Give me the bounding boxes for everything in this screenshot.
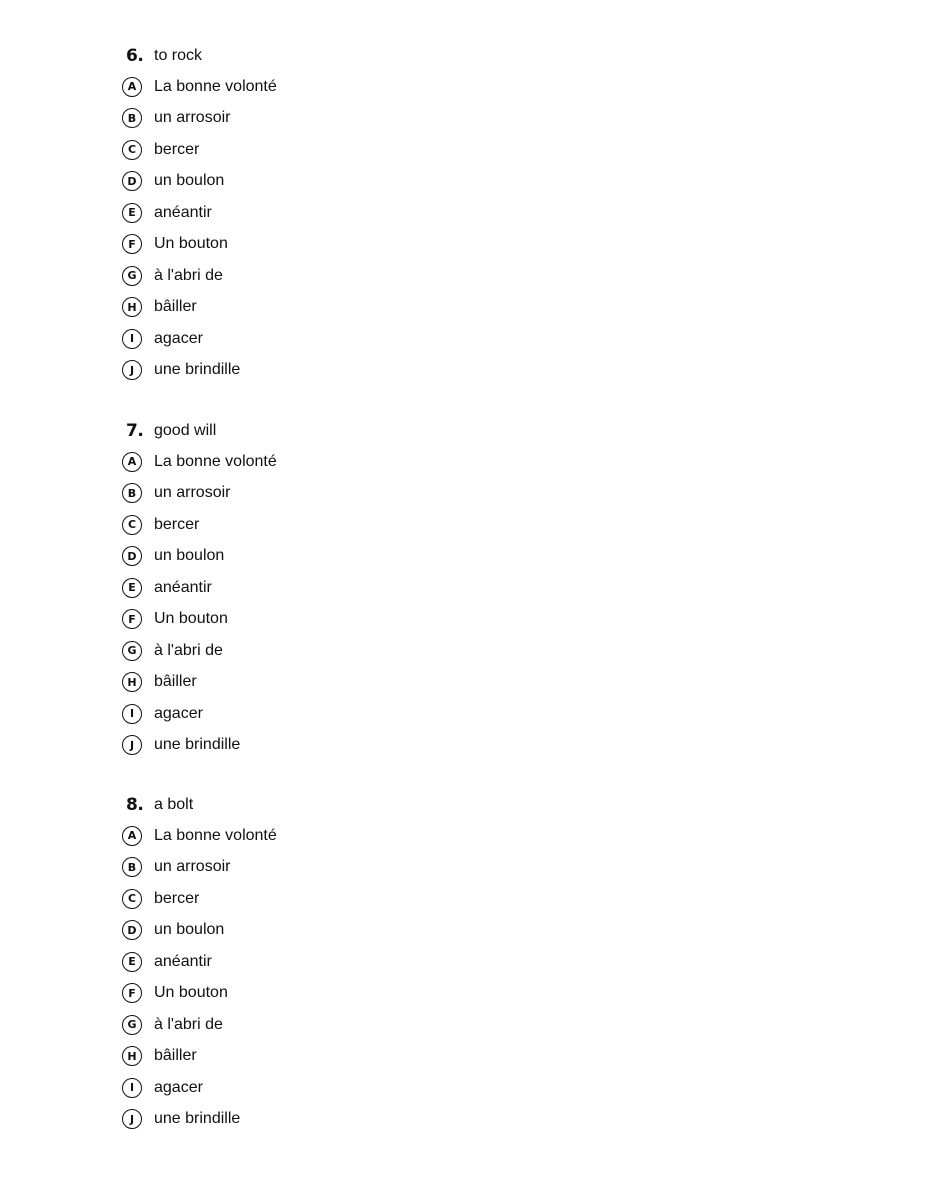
answer-bubble[interactable]: I [122,1078,142,1098]
option-text: anéantir [154,203,212,221]
option-text: un boulon [154,172,225,190]
option-text: un boulon [154,547,225,565]
answer-options [121,820,541,1135]
option-g[interactable] [121,635,541,667]
option-text: bâiller [154,298,197,316]
option-i[interactable] [121,1072,541,1104]
option-g[interactable] [121,1009,541,1041]
answer-bubble[interactable]: H [122,1046,142,1066]
answer-bubble[interactable]: G [122,641,142,661]
question-prompt: a bolt [154,796,194,813]
answer-bubble[interactable]: I [122,704,142,724]
option-text: agacer [154,329,203,347]
option-text: un arrosoir [154,109,231,127]
option-text: bercer [154,515,200,533]
answer-bubble[interactable]: J [122,1109,142,1129]
answer-bubble[interactable]: A [122,77,142,97]
option-text: bâiller [154,673,197,691]
option-h[interactable] [121,1041,541,1073]
option-text: à l'abri de [154,641,223,659]
option-text: une brindille [154,361,241,379]
answer-bubble[interactable]: F [122,609,142,629]
answer-bubble[interactable]: A [122,452,142,472]
option-text: un boulon [154,921,225,939]
option-text: un arrosoir [154,484,231,502]
option-b[interactable] [121,852,541,884]
option-f[interactable] [121,604,541,636]
option-text: à l'abri de [154,1015,223,1033]
answer-bubble[interactable]: E [122,578,142,598]
option-c[interactable] [121,134,541,166]
option-text: une brindille [154,736,241,754]
option-b[interactable] [121,103,541,135]
question-number: 7. [126,421,144,441]
answer-bubble[interactable]: J [122,735,142,755]
option-text: un arrosoir [154,858,231,876]
answer-bubble[interactable]: D [122,171,142,191]
answer-bubble[interactable]: B [122,483,142,503]
answer-bubble[interactable]: J [122,360,142,380]
answer-bubble[interactable]: E [122,952,142,972]
question-number: 8. [126,795,144,815]
answer-bubble[interactable]: I [122,329,142,349]
option-j[interactable] [121,355,541,387]
question-8 [121,794,541,1135]
option-text: bercer [154,140,200,158]
answer-bubble[interactable]: C [122,140,142,160]
option-text: à l'abri de [154,266,223,284]
option-f[interactable] [121,229,541,261]
answer-options [121,71,541,386]
option-b[interactable] [121,478,541,510]
answer-bubble[interactable]: G [122,1015,142,1035]
option-text: anéantir [154,578,212,596]
question-header [121,420,541,442]
option-g[interactable] [121,260,541,292]
option-h[interactable] [121,667,541,699]
option-e[interactable] [121,946,541,978]
option-e[interactable] [121,572,541,604]
option-text: bâiller [154,1047,197,1065]
answer-bubble[interactable]: B [122,857,142,877]
option-a[interactable] [121,820,541,852]
question-number: 6. [126,46,144,66]
option-a[interactable] [121,446,541,478]
answer-bubble[interactable]: H [122,672,142,692]
option-text: Un bouton [154,610,228,628]
answer-options [121,446,541,761]
option-j[interactable] [121,1104,541,1136]
answer-bubble[interactable]: G [122,266,142,286]
question-prompt: good will [154,422,217,439]
option-f[interactable] [121,978,541,1010]
option-text: bercer [154,889,200,907]
option-text: La bonne volonté [154,826,277,844]
answer-bubble[interactable]: E [122,203,142,223]
question-prompt: to rock [154,47,203,64]
option-d[interactable] [121,915,541,947]
option-text: Un bouton [154,984,228,1002]
answer-bubble[interactable]: C [122,889,142,909]
answer-bubble[interactable]: A [122,826,142,846]
answer-bubble[interactable]: D [122,546,142,566]
option-j[interactable] [121,730,541,762]
option-c[interactable] [121,509,541,541]
answer-bubble[interactable]: B [122,108,142,128]
option-text: agacer [154,704,203,722]
answer-bubble[interactable]: F [122,234,142,254]
option-text: une brindille [154,1110,241,1128]
option-d[interactable] [121,166,541,198]
option-c[interactable] [121,883,541,915]
question-header [121,45,541,67]
answer-bubble[interactable]: D [122,920,142,940]
question-7 [121,420,541,761]
option-text: Un bouton [154,235,228,253]
answer-bubble[interactable]: H [122,297,142,317]
option-d[interactable] [121,541,541,573]
question-6 [121,45,541,386]
answer-bubble[interactable]: F [122,983,142,1003]
option-h[interactable] [121,292,541,324]
option-a[interactable] [121,71,541,103]
option-i[interactable] [121,323,541,355]
answer-bubble[interactable]: C [122,515,142,535]
option-text: La bonne volonté [154,452,277,470]
option-text: agacer [154,1078,203,1096]
question-header [121,794,541,816]
option-text: La bonne volonté [154,77,277,95]
option-e[interactable] [121,197,541,229]
option-i[interactable] [121,698,541,730]
option-text: anéantir [154,952,212,970]
